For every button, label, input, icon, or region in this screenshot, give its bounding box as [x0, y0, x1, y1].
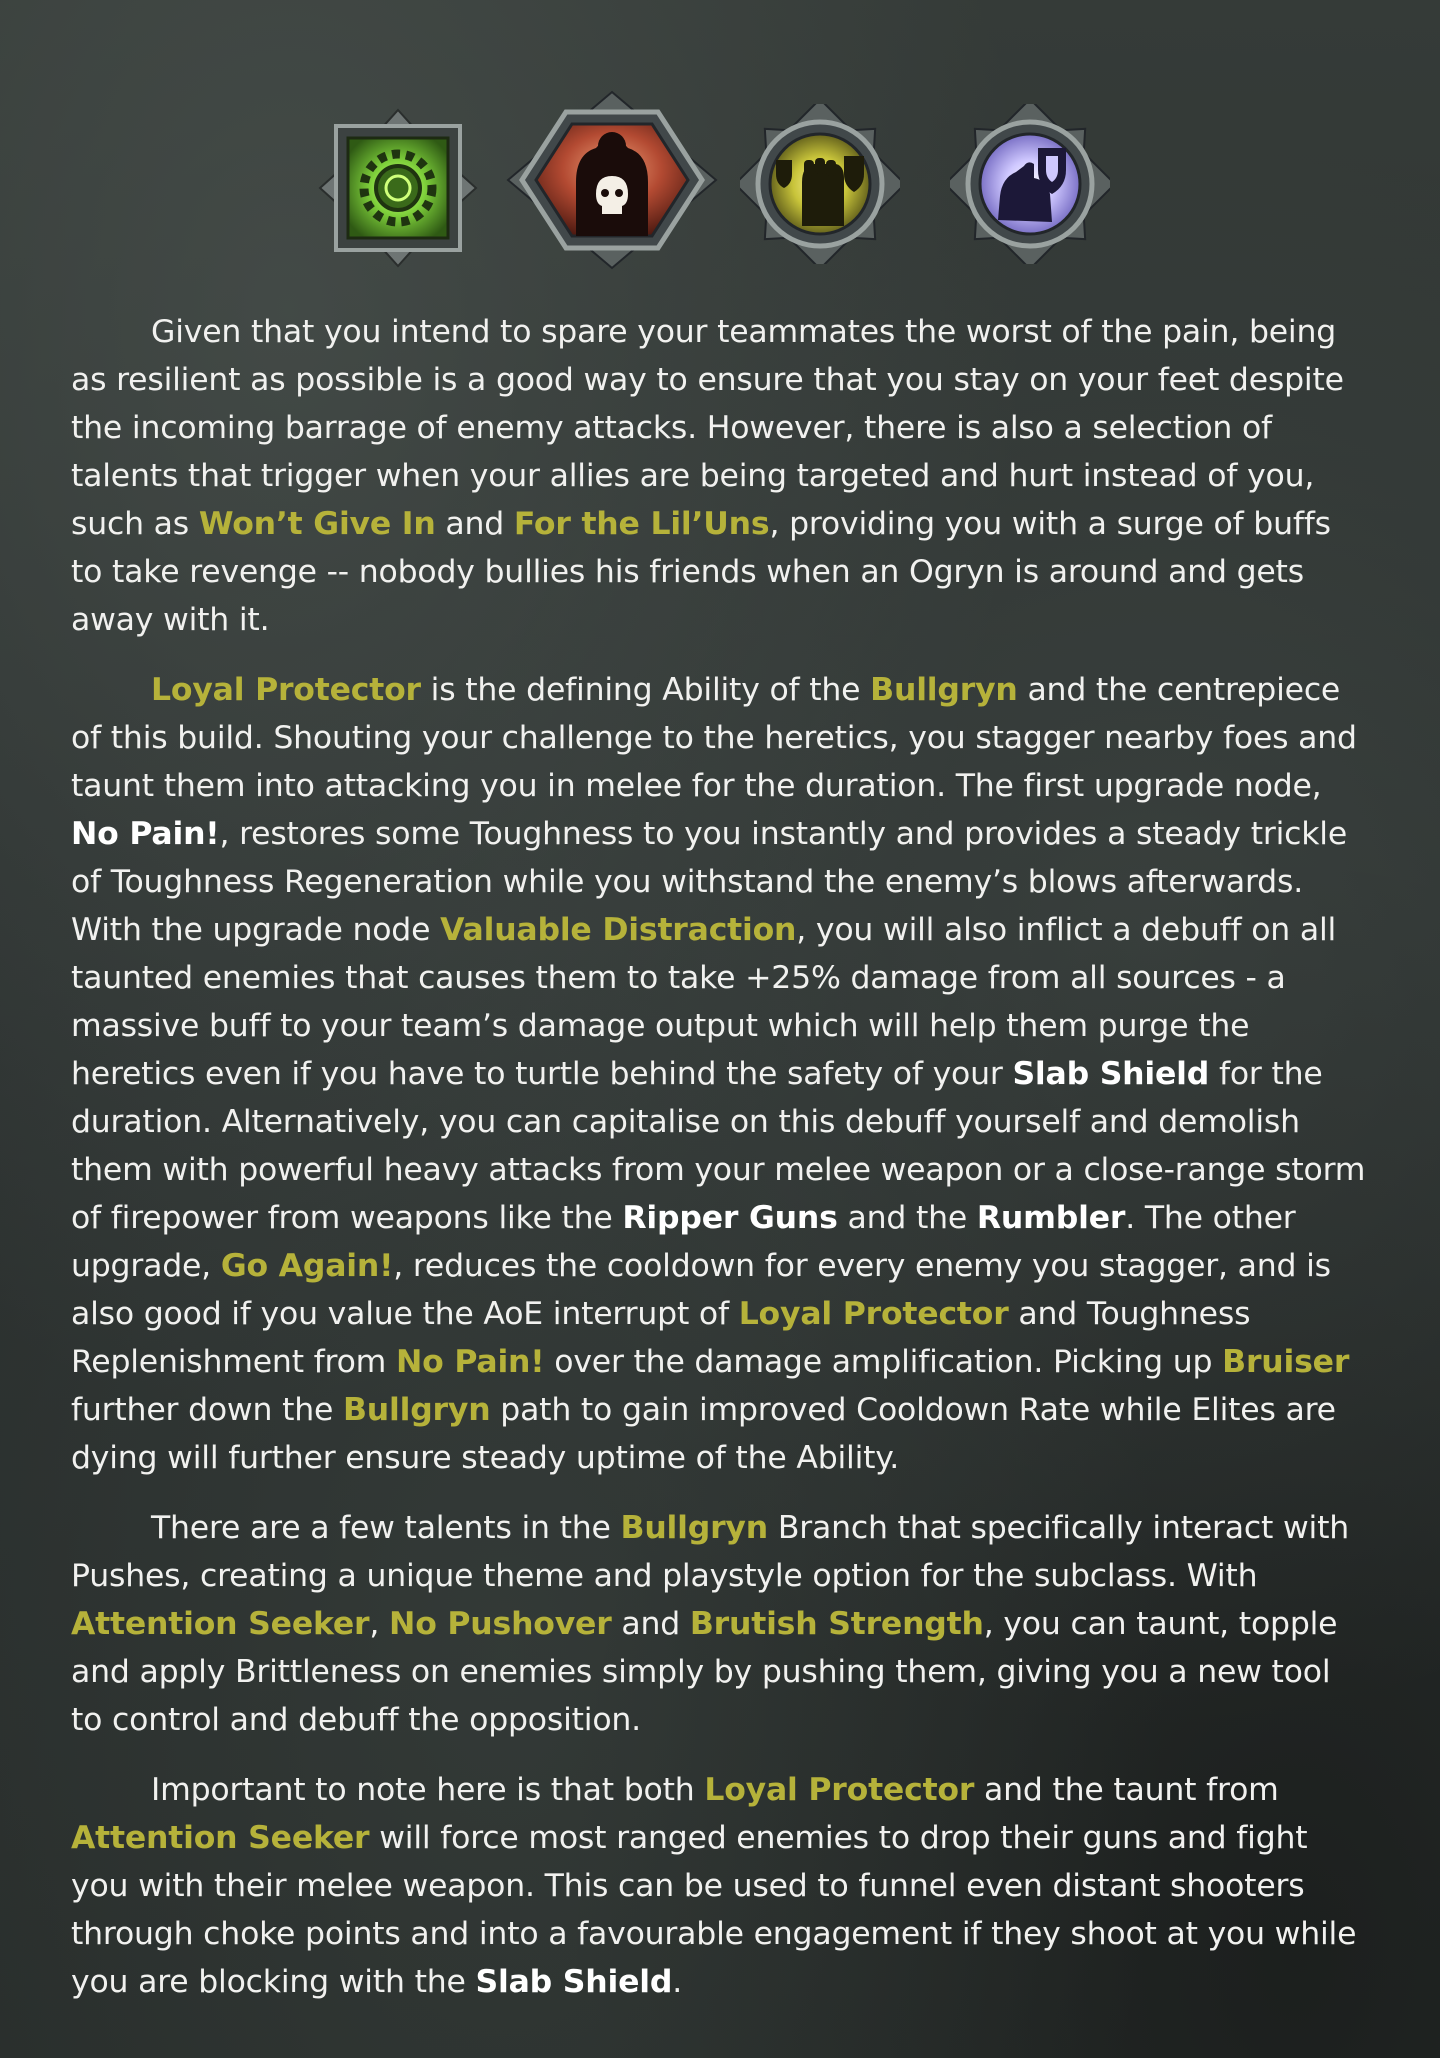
- talent-name-highlight: Won’t Give In: [198, 506, 436, 542]
- body-text: and the centrepiece of this build. Shouting your challenge to the heretics, you stagger nearby foes and taunt them into attacking you in melee for the duration. The first upgrade node,: [71, 672, 1357, 804]
- body-text: , providing you with a surge of buffs to take revenge -- nobody bullies his friends when an Ogryn is around and gets away with it.: [71, 506, 1331, 638]
- bold-term: Slab Shield: [475, 1964, 673, 2000]
- talent-name-highlight: Loyal Protector: [738, 1296, 1009, 1332]
- talent-name-highlight: No Pain!: [395, 1344, 545, 1380]
- body-text: will force most ranged enemies to drop their guns and fight you with their melee weapon. This can be used to funnel even distant shooters through choke points and into a favourable engagement if they shoot at you while you are blocking with the: [71, 1820, 1357, 2000]
- talent-name-highlight: Attention Seeker: [71, 1820, 370, 1856]
- body-text: is the defining Ability of the: [420, 672, 871, 708]
- bold-term: No Pain!: [71, 816, 220, 852]
- round-arm-shield-icon: [950, 104, 1110, 264]
- body-text: , restores some Toughness to you instantly and provides a steady trickle of Toughness Regeneration while you withstand the enemy’s blows afterwards. With the upgrade node: [71, 816, 1348, 948]
- talent-name-highlight: Bullgryn: [870, 672, 1018, 708]
- body-text: for the duration. Alternatively, you can capitalise on this debuff yourself and demolish them with powerful heavy attacks from your melee weapon or a close-range storm of firepower from weapons like the: [71, 1056, 1366, 1236]
- body-text: .: [672, 1964, 683, 2000]
- talent-name-highlight: Brutish Strength: [689, 1606, 984, 1642]
- talent-name-highlight: Go Again!: [220, 1248, 394, 1284]
- bold-term: Rumbler: [976, 1200, 1126, 1236]
- body-text: Important to note here is that both: [151, 1772, 705, 1808]
- talent-name-highlight: Attention Seeker: [71, 1606, 370, 1642]
- talent-name-highlight: For the Lil’Uns: [513, 506, 770, 542]
- body-paragraph: [71, 1766, 1371, 2006]
- article-body: [71, 308, 1371, 2028]
- body-text: path to gain improved Cooldown Rate while Elites are dying will further ensure steady uptime of the Ability.: [71, 1392, 1336, 1476]
- talent-name-highlight: Loyal Protector: [704, 1772, 975, 1808]
- body-text: , reduces the cooldown for every enemy you stagger, and is also good if you value the AoE interrupt of: [71, 1248, 1331, 1332]
- body-text: , you can taunt, topple and apply Brittleness on enemies simply by pushing them, giving you a new tool to control and debuff the opposition.: [71, 1606, 1338, 1738]
- body-text: and the: [837, 1200, 977, 1236]
- body-text: and Toughness Replenishment from: [71, 1296, 1251, 1380]
- talent-name-highlight: Loyal Protector: [151, 672, 421, 708]
- talent-name-highlight: No Pushover: [389, 1606, 612, 1642]
- body-text: Branch that specifically interact with Pushes, creating a unique theme and playstyle option for the subclass. With: [71, 1510, 1350, 1594]
- talent-name-highlight: Bruiser: [1222, 1344, 1350, 1380]
- body-text: and: [611, 1606, 690, 1642]
- talent-name-highlight: Bullgryn: [620, 1510, 768, 1546]
- body-text: ,: [369, 1606, 390, 1642]
- body-text: and the taunt from: [974, 1772, 1279, 1808]
- body-text: further down the: [71, 1392, 343, 1428]
- body-paragraph: [71, 666, 1371, 1482]
- round-fist-shield-icon: [740, 104, 900, 264]
- bold-term: Slab Shield: [1012, 1056, 1210, 1092]
- talent-name-highlight: Bullgryn: [342, 1392, 491, 1428]
- talent-name-highlight: Valuable Distraction: [440, 912, 797, 948]
- body-paragraph: [71, 308, 1371, 644]
- body-text: over the damage amplification. Picking up: [544, 1344, 1223, 1380]
- body-text: . The other upgrade,: [71, 1200, 1296, 1284]
- body-text: There are a few talents in the: [151, 1510, 621, 1546]
- talent-icon-row: [318, 90, 1128, 270]
- body-text: , you will also inflict a debuff on all taunted enemies that causes them to take +25% damage from all sources - a massive buff to your team’s damage output which will help them purge the heretics even if you have to turtle behind the safety of your: [71, 912, 1337, 1092]
- square-gear-talent-icon: [318, 108, 478, 268]
- bold-term: Ripper Guns: [622, 1200, 838, 1236]
- hexagon-ogryn-skull-icon: [506, 90, 718, 270]
- body-text: Given that you intend to spare your teammates the worst of the pain, being as resilient as possible is a good way to ensure that you stay on your feet despite the incoming barrage of enemy attacks. However, there is also a selection of talents that trigger when your allies are being targeted and hurt instead of you, such as: [71, 314, 1344, 542]
- body-text: and: [435, 506, 514, 542]
- body-paragraph: [71, 1504, 1371, 1744]
